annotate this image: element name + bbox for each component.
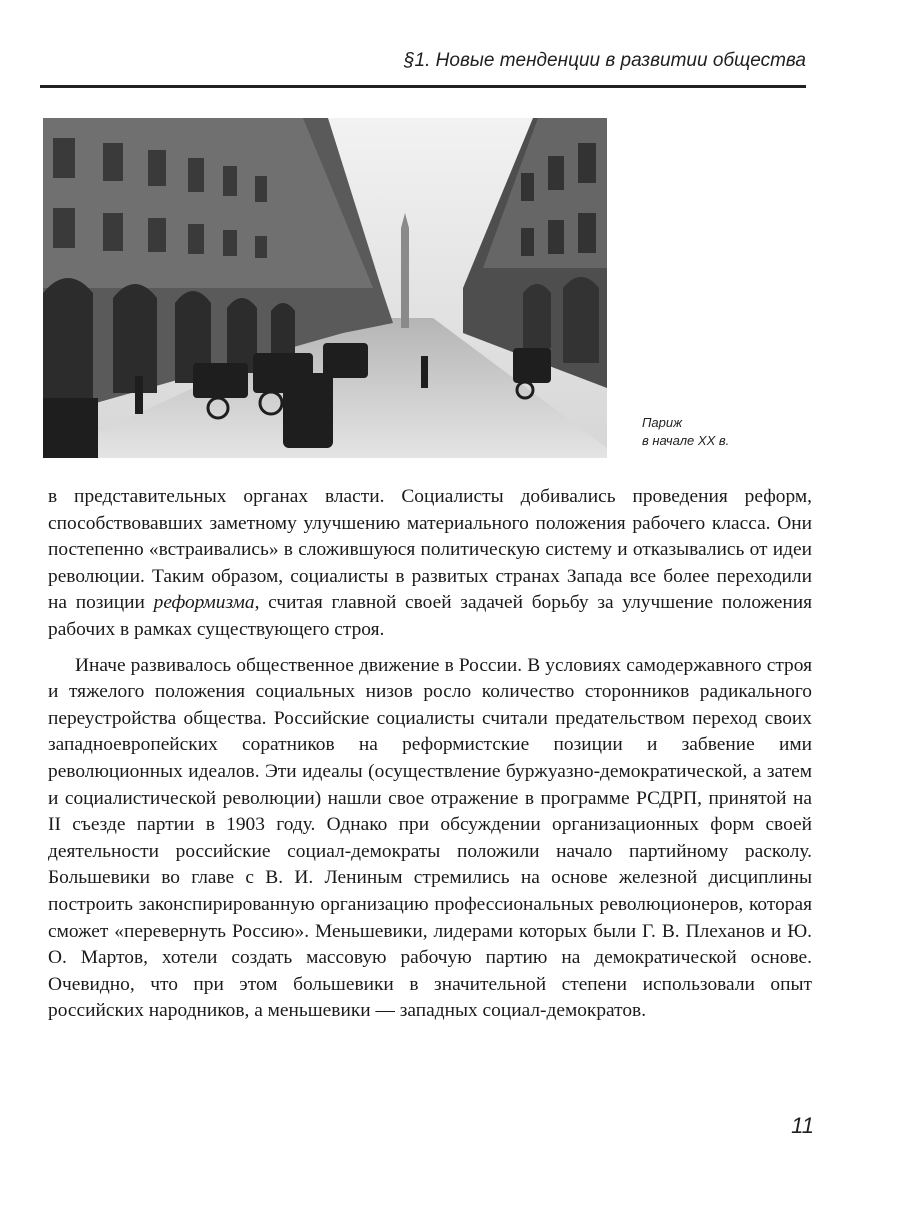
page-number: 11 bbox=[791, 1113, 814, 1138]
paragraph-2: Иначе развивалось общественное движение в России. В условиях самодержавного строя и тяжелого положения социальных низов росло количество сторонников радикального переустройства общества. Российские социалисты считали предательством переход своих западноевропейских соратников на реформистские позиции и забвение ими революционных идеалов. Эти идеалы (осуществление буржуазно-демократической, а затем и социалистической революции) нашли свое отражение в программе РСДРП, принятой на II съезде партии в 1903 году. Однако при обсуждении организационных форм своей деятельности российские социал-демократы положили начало партийному расколу. Большевики во главе с В. И. Лениным стремились на основе железной дисциплины построить законспирированную организацию профессиональных революционеров, которая сможет «перевернуть Россию». Меньшевики, лидерами которых были Г. В. Плеханов и Ю. О. Мартов, хотели создать массовую рабочую партию на демократической основе. Очевидно, что при этом большевики в значительной степени использовали опыт российских народников, а меньшевики — западных социал-демократов. bbox=[48, 654, 812, 1022]
section-header-title: §1. Новые тенденции в развитии общества bbox=[403, 50, 806, 71]
caption-line-2: в начале XX в. bbox=[642, 433, 730, 448]
photo-paris-street bbox=[43, 118, 607, 458]
paragraph-1-start: в представительных органах власти. Социалисты добивались проведения реформ, способствовавших заметному улучшению материального положения рабочего класса. Они постепенно «встраивались» в сложившуюся политическую систему и отказывались от идеи революции. Таким образом, социалисты в развитых странах Запада все более переходили на позиции bbox=[48, 486, 812, 614]
paragraph-1-end: , считая главной своей задачей борьбу за улучшение положения рабочих в рамках существующего строя. bbox=[48, 592, 812, 640]
photo-caption bbox=[642, 414, 729, 450]
body-text bbox=[48, 484, 812, 1025]
paragraph-1 bbox=[48, 484, 812, 644]
header-divider bbox=[40, 85, 806, 88]
paragraph-1-emphasis: реформизма bbox=[153, 592, 255, 614]
caption-line-1: Париж bbox=[642, 415, 683, 430]
